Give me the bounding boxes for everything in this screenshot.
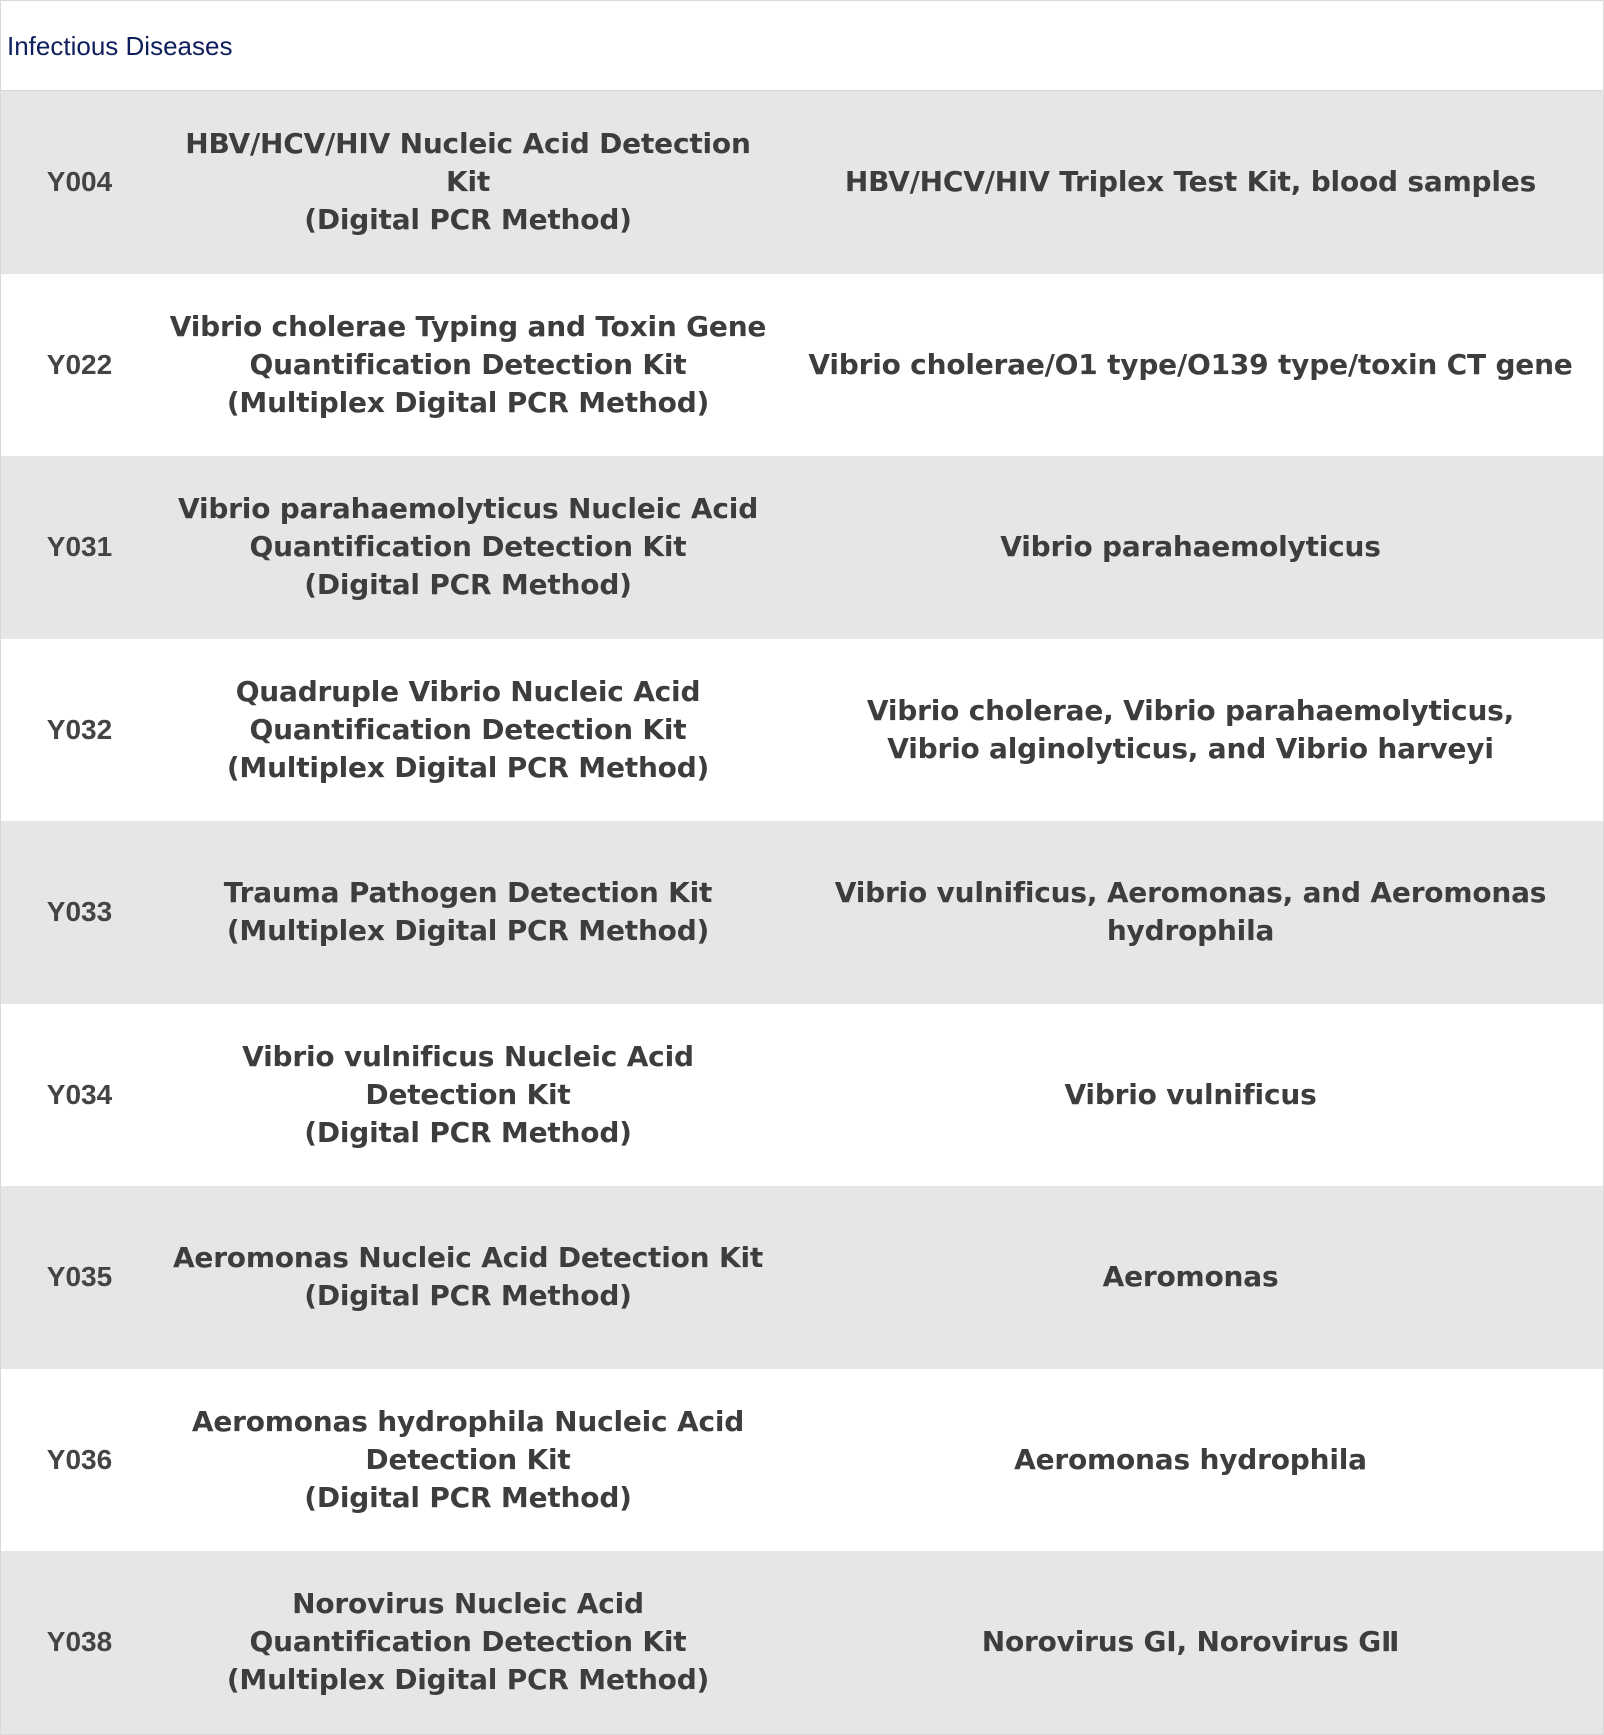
product-code: Y035 <box>46 1261 113 1293</box>
section-header <box>1 1 1603 91</box>
table-row <box>1 821 1603 1004</box>
product-name: Trauma Pathogen Detection Kit (Multiplex Digital PCR Method) <box>223 876 713 948</box>
table-row <box>1 1551 1603 1734</box>
detection-target: Vibrio vulnificus <box>1064 1077 1317 1111</box>
product-code: Y033 <box>46 896 113 928</box>
detection-target: Vibrio vulnificus, Aeromonas, and Aeromonas hydrophila <box>834 876 1547 948</box>
product-name: Aeromonas hydrophila Nucleic Acid Detection Kit (Digital PCR Method) <box>191 1404 745 1514</box>
product-name: Vibrio cholerae Typing and Toxin Gene Quantification Detection Kit (Multiplex Digital PCR Method) <box>169 309 767 419</box>
detection-target: HBV/HCV/HIV Triplex Test Kit, blood samples <box>844 165 1537 199</box>
detection-target: Vibrio cholerae/O1 type/O139 type/toxin CT gene <box>808 347 1573 381</box>
detection-target: Aeromonas hydrophila <box>1014 1442 1367 1476</box>
product-code: Y038 <box>46 1626 113 1658</box>
product-code: Y032 <box>46 713 113 745</box>
table-row <box>1 274 1603 457</box>
section-title: Infectious Diseases <box>7 30 233 61</box>
table-row <box>1 456 1603 639</box>
product-name: Vibrio vulnificus Nucleic Acid Detection Kit (Digital PCR Method) <box>242 1039 694 1149</box>
table-row <box>1 1186 1603 1369</box>
detection-target: Aeromonas <box>1102 1260 1279 1294</box>
table-row <box>1 91 1603 274</box>
table-row <box>1 639 1603 822</box>
product-name: Aeromonas Nucleic Acid Detection Kit (Digital PCR Method) <box>172 1241 764 1313</box>
table-row <box>1 1369 1603 1552</box>
table-row <box>1 1004 1603 1187</box>
product-name: Quadruple Vibrio Nucleic Acid Quantification Detection Kit (Multiplex Digital PCR Method) <box>226 674 710 784</box>
detection-target: Vibrio parahaemolyticus <box>1000 530 1381 564</box>
product-name: Vibrio parahaemolyticus Nucleic Acid Quantification Detection Kit (Digital PCR Method) <box>177 492 759 602</box>
detection-target: Vibrio cholerae, Vibrio parahaemolyticus, Vibrio alginolyticus, and Vibrio harveyi <box>866 693 1515 765</box>
product-code: Y004 <box>46 166 113 198</box>
detection-target: Norovirus GⅠ, Norovirus GⅡ <box>981 1625 1400 1659</box>
product-code: Y034 <box>46 1078 113 1110</box>
product-code: Y031 <box>46 531 113 563</box>
product-code: Y036 <box>46 1443 113 1475</box>
product-name: HBV/HCV/HIV Nucleic Acid Detection Kit (Digital PCR Method) <box>185 127 751 237</box>
product-table <box>1 91 1603 1734</box>
product-name: Norovirus Nucleic Acid Quantification Detection Kit (Multiplex Digital PCR Method) <box>226 1587 710 1697</box>
product-code: Y022 <box>46 348 113 380</box>
